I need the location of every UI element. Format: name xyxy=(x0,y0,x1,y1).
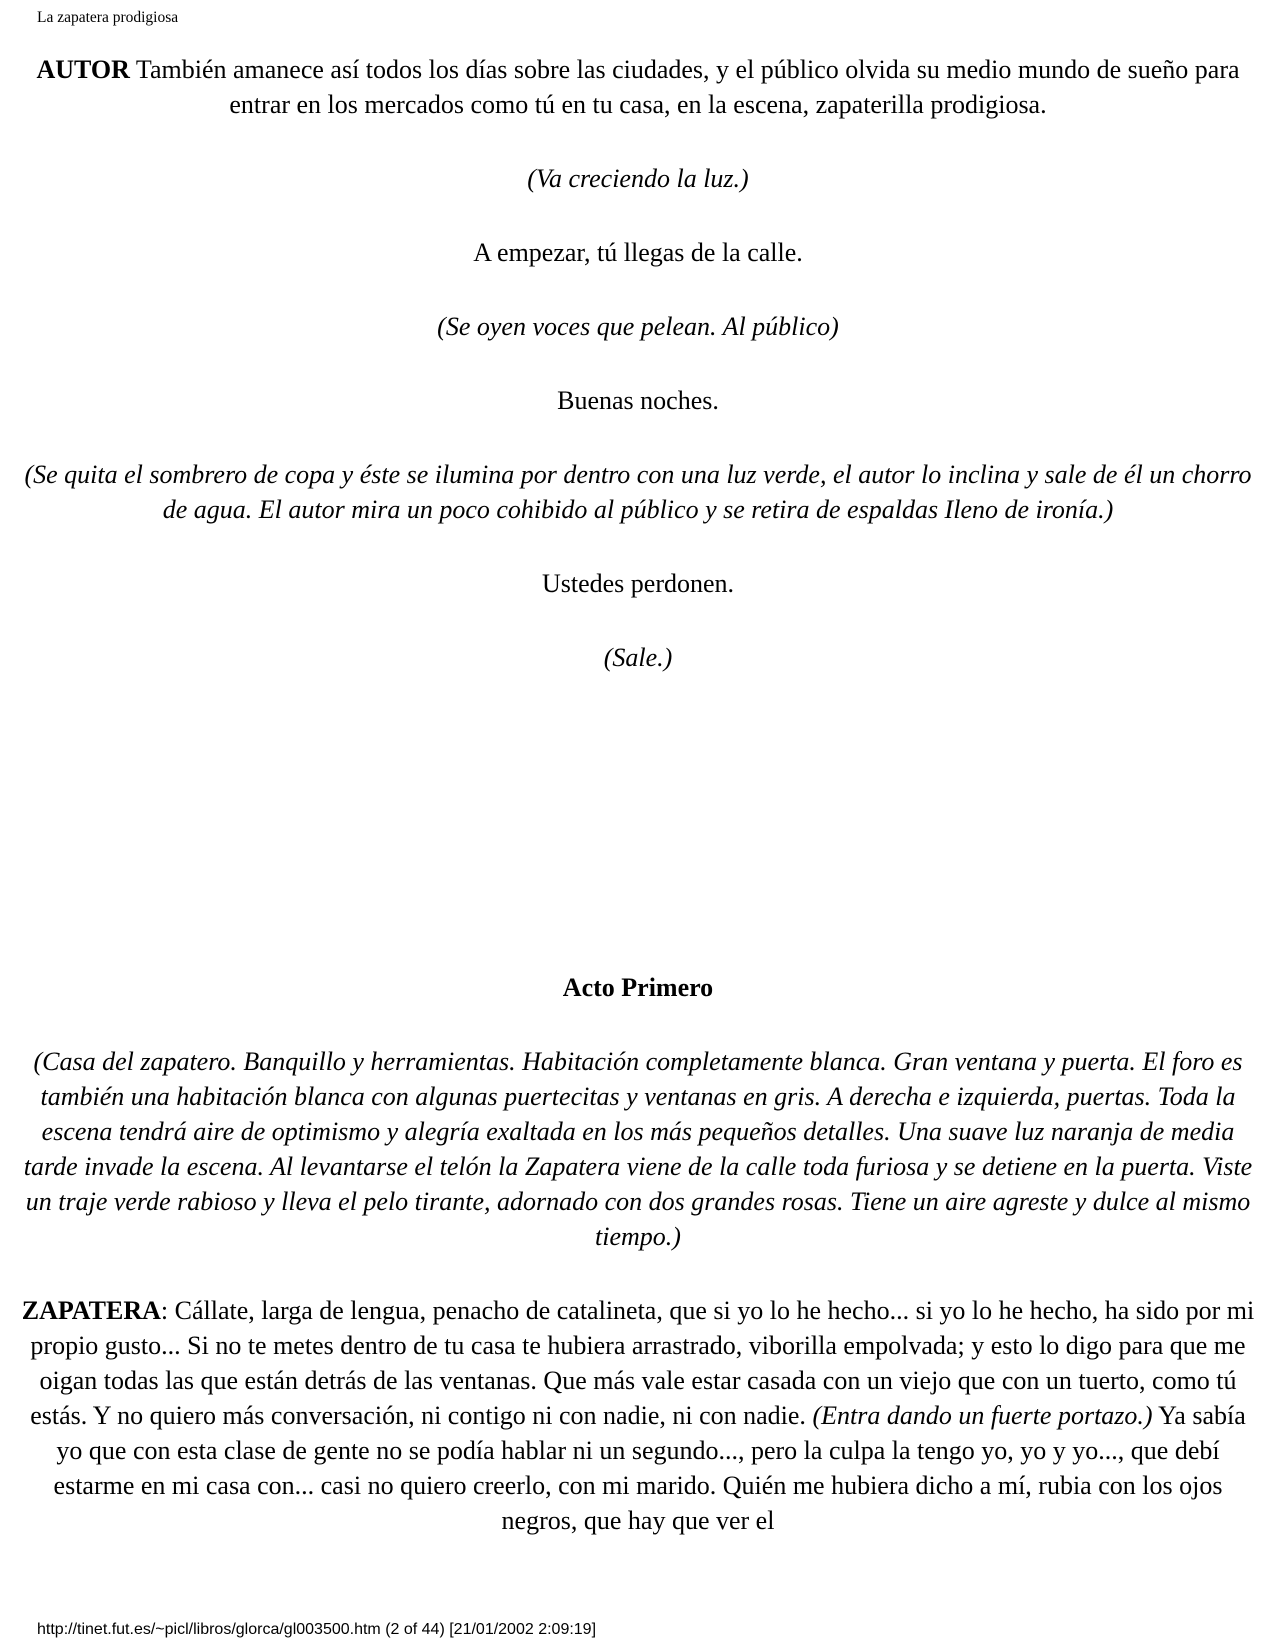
stage-direction-hat: (Se quita el sombrero de copa y éste se ilumina por dentro con una luz verde, el autor lo inclina y sale de él un chorro de agua. El autor mira un poco cohibido al público y se retira de espaldas Ileno de ironía.) xyxy=(24,460,1252,524)
document-body xyxy=(18,52,1258,1538)
zapatera-stage-direction: (Entra dando un fuerte portazo.) xyxy=(812,1401,1153,1430)
line-start: A empezar, tú llegas de la calle. xyxy=(473,238,803,267)
line-pardon: Ustedes perdonen. xyxy=(541,569,735,598)
zapatera-paragraph xyxy=(18,1293,1258,1538)
stage-direction-exit: (Sale.) xyxy=(603,643,673,672)
act-setting: (Casa del zapatero. Banquillo y herramientas. Habitación completamente blanca. Gran ventana y puerta. El foro es también una habitación blanca con algunas puertecitas y ventanas en gris. A derecha e izquierda, puertas. Toda la escena tendrá aire de optimismo y alegría exaltada en los más pequeños detalles. Una suave luz naranja de media tarde invade la escena. Al levantarse el telón la Zapatera viene de la calle toda furiosa y se detiene en la puerta. Viste un traje verde rabioso y lleva el pelo tirante, adornado con dos grandes rosas. Tiene un aire agreste y dulce al mismo tiempo.) xyxy=(23,1047,1253,1251)
page-header-title: La zapatera prodigiosa xyxy=(37,9,179,26)
act-title: Acto Primero xyxy=(562,973,714,1002)
stage-direction-light: (Va creciendo la luz.) xyxy=(527,164,749,193)
page-footer-url: http://tinet.fut.es/~picl/libros/glorca/gl003500.htm (2 of 44) [21/01/2002 2:09:19] xyxy=(37,1621,597,1638)
line-goodnight: Buenas noches. xyxy=(557,386,719,415)
zapatera-colon: : xyxy=(160,1296,175,1325)
zapatera-speech-1: Cállate, larga de lengua, penacho de catalineta, que si yo lo he hecho... si yo lo he hecho, ha sido por mi propio gusto... Si no te metes dentro de tu casa te hubiera arrastrado, viborilla empolvada; y esto lo digo para que me oigan todas las que están detrás de las ventanas. Que más vale estar casada con un viejo que con un tuerto, como tú estás. Y no quiero más conversación, ni contigo ni con nadie, ni con nadie. xyxy=(30,1296,1255,1430)
autor-speech: También amanece así todos los días sobre las ciudades, y el público olvida su medio mundo de sueño para entrar en los mercados como tú en tu casa, en la escena, zapaterilla prodigiosa. xyxy=(129,55,1240,119)
stage-direction-voices: (Se oyen voces que pelean. Al público) xyxy=(437,312,839,341)
section-spacer xyxy=(18,675,1258,970)
autor-paragraph xyxy=(18,52,1258,122)
speaker-autor: AUTOR xyxy=(36,55,130,84)
zapatera-speech-2: Ya sabía yo que con esta clase de gente no se podía hablar ni un segundo..., pero la culpa la tengo yo, yo y yo..., que debí estarme en mi casa con... casi no quiero creerlo, con mi marido. Quién me hubiera dicho a mí, rubia con los ojos negros, que hay que ver el xyxy=(53,1401,1246,1535)
speaker-zapatera: ZAPATERA xyxy=(21,1296,161,1325)
